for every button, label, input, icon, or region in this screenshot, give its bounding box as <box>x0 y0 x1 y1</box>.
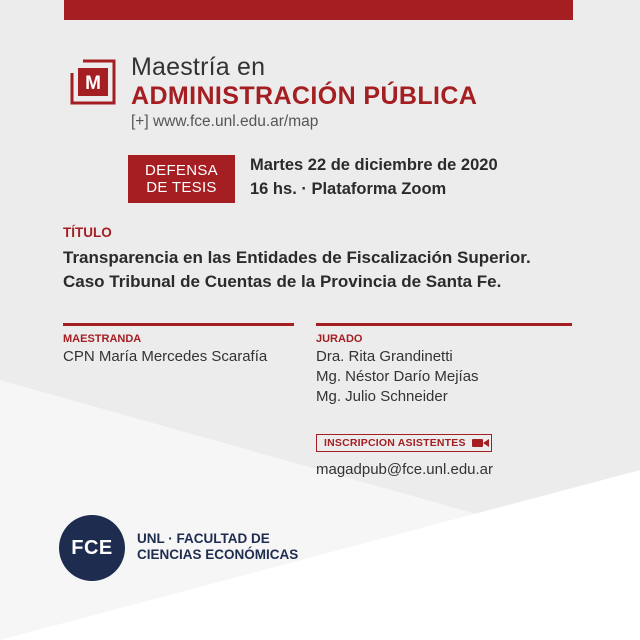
program-title-line2: ADMINISTRACIÓN PÚBLICA <box>131 82 478 110</box>
maestria-m-logo-icon <box>68 58 118 106</box>
badge-line2: DE TESIS <box>146 179 217 196</box>
event-time-place: 16 hs. · Plataforma Zoom <box>250 180 447 198</box>
program-title-line1: Maestría en <box>131 53 266 81</box>
student-divider <box>63 323 294 326</box>
event-date: Martes 22 de diciembre de 2020 <box>250 156 498 174</box>
jury-label: JURADO <box>316 333 363 345</box>
contact-email[interactable]: magadpub@fce.unl.edu.ar <box>316 461 494 478</box>
thesis-title <box>63 246 623 294</box>
thesis-title-label: TÍTULO <box>63 225 112 240</box>
registration-button-label: INSCRIPCION ASISTENTES <box>324 437 466 449</box>
faculty-name-line2: CIENCIAS ECONÓMICAS <box>137 547 299 562</box>
thesis-title-line1: Transparencia en las Entidades de Fiscalización Superior. <box>63 248 531 267</box>
program-url-link[interactable]: [+] www.fce.unl.edu.ar/map <box>131 113 319 130</box>
jury-member: Mg. Julio Schneider <box>316 388 448 405</box>
jury-member: Mg. Néstor Darío Mejías <box>316 368 479 385</box>
student-label: MAESTRANDA <box>63 333 142 345</box>
fce-logo-text: FCE <box>71 536 113 559</box>
fce-logo <box>59 515 125 581</box>
top-accent-bar <box>64 0 573 20</box>
video-camera-icon <box>472 438 489 448</box>
jury-divider <box>316 323 572 326</box>
registration-button[interactable] <box>316 434 492 452</box>
badge-line1: DEFENSA <box>145 162 218 179</box>
defensa-tesis-badge <box>128 155 235 203</box>
thesis-title-line2: Caso Tribunal de Cuentas de la Provincia de Santa Fe. <box>63 272 502 291</box>
student-name: CPN María Mercedes Scarafía <box>63 348 268 365</box>
faculty-name-line1: UNL · FACULTAD DE <box>137 531 270 546</box>
svg-text:M: M <box>85 73 101 94</box>
jury-member: Dra. Rita Grandinetti <box>316 348 453 365</box>
